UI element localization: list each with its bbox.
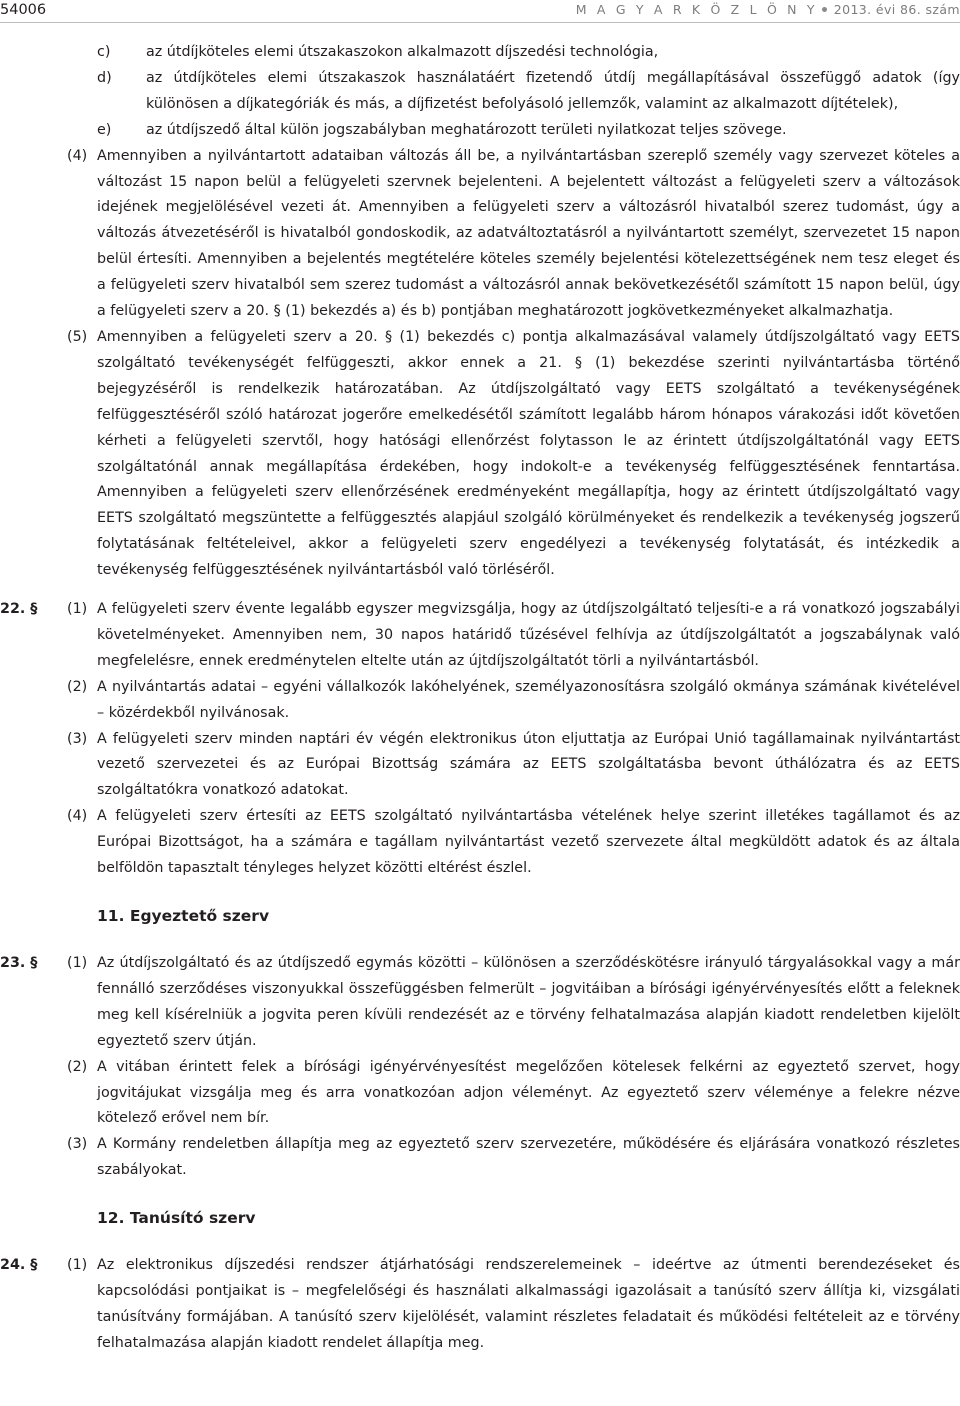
paragraph-number: (1) [67, 601, 88, 618]
paragraph-text: A felügyeleti szerv évente legalább egyszer megvizsgálja, hogy az útdíjszolgáltató teljesíti-e a rá vonatkozó jogszabályi követelményeket. Amennyiben nem, 30 napos határidő tűzésével felhívja az útdíjszolgáltatót a jogszabálynak való megfelelésre, ennek eredménytelen eltelte után az újtdíjszolgáltatót törli a nyilvántartásból. [97, 601, 960, 669]
paragraph-number: (2) [67, 1058, 88, 1075]
paragraph [0, 1055, 960, 1133]
paragraph [0, 804, 960, 882]
paragraph-text: A vitában érintett felek a bírósági igényérvényesítést megelőzően kötelesek felkérni az egyeztető szervet, hogy jogvitájukat vizsgálja meg és arra vonatkozóan adjon véleményt. Az egyeztető szerv véleménye a felekre nézve kötelező erővel nem bír. [97, 1058, 960, 1127]
paragraph [0, 727, 960, 805]
paragraph-number: (4) [67, 808, 88, 825]
paragraph [0, 951, 960, 1055]
paragraph-text: Amennyiben a felügyeleti szerv a 20. § (1) bekezdés c) pontja alkalmazásával valamely útdíjszolgáltató vagy EETS szolgáltató tevékenységét felfüggeszti, akkor ennek a 21. § (1) bekezdése szerinti nyilvántartásba történő bejegyzéséről is rendelkezik határozatában. Az útdíjszolgáltató vagy EETS szolgáltató a tevékenységének felfüggesztéséről szóló határozat jogerőre emelkedésétől számított legalább három hónapos várakozási időt követően kérheti a felügyeleti szervtől, hogy hatósági ellenőrzést folytasson le az érintett útdíjszolgáltatónál vagy EETS szolgáltatónál annak megállapítása érdekében, hogy indokolt-e a tevékenység felfüggesztésének fenntartása. Amennyiben a felügyeleti szerv ellenőrzésének eredményeként megállapítja, hogy az érintett útdíjszolgáltató vagy EETS szolgáltató megszüntette a felfüggesztés alapjául szolgáló körülményeket és rendelkezik a tevékenység jogszerű folytatásának feltételeivel, akkor a felügyeleti szerv engedélyezi a tevékenység folytatását, és intézkedik a tevékenység felfüggesztésének nyilvántartásból való törléséről. [97, 328, 960, 579]
item-text: az útdíjszedő által külön jogszabályban meghatározott területi nyilatkozat teljes szövege. [146, 121, 787, 138]
paragraph-number: (4) [67, 147, 88, 164]
section-label: 23. § [0, 955, 38, 971]
paragraph [0, 675, 960, 727]
paragraph-number: (5) [67, 328, 88, 345]
paragraph-text: A Kormány rendeletben állapítja meg az egyeztető szerv szervezetére, működésére és eljárására vonatkozó részletes szabályokat. [97, 1136, 960, 1179]
document-body [0, 40, 960, 1357]
header-rule [0, 22, 960, 23]
bullet-separator-icon [822, 7, 827, 12]
item-text: az útdíjköteles elemi útszakaszokon alkalmazott díjszedési technológia, [146, 44, 659, 60]
paragraph-number: (3) [67, 1136, 88, 1153]
paragraph-text: A nyilvántartás adatai – egyéni vállalkozók lakóhelyének, személyazonosításra szolgáló okmánya számának kivételével – közérdekből nyilvánosak. [97, 678, 960, 721]
page-header [0, 0, 960, 24]
paragraph [0, 1132, 960, 1184]
item-label: e) [97, 121, 112, 138]
paragraph-text: A felügyeleti szerv értesíti az EETS szolgáltató nyilvántartásba vételének helye szerint illetékes tagállamot és az Európai Bizottságot, ha a számára e tagállam nyilvántartást vezető szervezete által megküldött adatok és az általa belföldön tapasztalt tényleges helyzet közötti eltérést észlel. [97, 808, 960, 877]
list-item [0, 66, 960, 118]
item-label: c) [97, 44, 111, 60]
paragraph [0, 325, 960, 584]
chapter-heading: 11. Egyeztető szerv [97, 907, 270, 925]
running-title [576, 0, 960, 20]
paragraph [0, 597, 960, 675]
paragraph-number: (2) [67, 678, 88, 695]
issue-label: 2013. évi 86. szám [833, 2, 960, 17]
paragraph-text: Az elektronikus díjszedési rendszer átjárhatósági rendszerelemeinek – ideértve az útmenti berendezéseket és kapcsolódási pontjaikat is – megfelelőségi és használati alkalmassági igazolásait a tanúsító szerv állítja ki, vizsgálati tanúsítvány formájában. A tanúsító szerv kijelölését, valamint részletes feladatait és működési feltételeit az e törvény felhatalmazása alapján kiadott rendelet állapítja meg. [97, 1257, 960, 1351]
item-text: az útdíjköteles elemi útszakaszok használatáért fizetendő útdíj megállapításával összefüggő adatok (így különösen a díjkategóriák és más, a díjfizetést befolyásoló jellemzők, valamint az alkalmazott díjtételek), [146, 69, 960, 112]
page-number: 54006 [0, 2, 47, 18]
paragraph [0, 1253, 960, 1357]
journal-name: M A G Y A R K Ö Z L Ö N Y [575, 2, 818, 17]
paragraph-text: Az útdíjszolgáltató és az útdíjszedő egymás közötti – különösen a szerződéskötésre irányuló tárgyalásokkal vagy a már fennálló szerződéses viszonyukkal összefüggésben felmerült – jogvitáiban a bírósági igényérvényesítés előtt a feleknek meg kell kísérelniük a jogvita peren kívüli rendezését az e törvény felhatalmazása alapján kiadott rendeletben kijelölt egyeztető szerv útján. [97, 955, 960, 1049]
section-label: 24. § [0, 1257, 38, 1274]
list-item [0, 40, 960, 66]
paragraph [0, 144, 960, 325]
item-label: d) [97, 69, 112, 86]
paragraph-text: A felügyeleti szerv minden naptári év végén elektronikus úton eljuttatja az Európai Unió tagállamainak nyilvántartást vezető szervezetei és az Európai Bizottság számára az EETS szolgáltatásba bevont úthálózatra és az EETS szolgáltatókra vonatkozó adatokat. [97, 730, 960, 799]
chapter-heading: 12. Tanúsító szerv [97, 1209, 256, 1228]
paragraph-number: (1) [67, 1257, 88, 1274]
section-label: 22. § [0, 601, 38, 618]
paragraph-number: (3) [67, 730, 88, 747]
list-item [0, 118, 960, 144]
paragraph-number: (1) [67, 955, 88, 971]
paragraph-text: Amennyiben a nyilvántartott adataiban változás áll be, a nyilvántartásban szereplő személy vagy szervezet köteles a változást 15 napon belül a felügyeleti szervnek bejelenteni. A bejelentett változást a felügyeleti szerv a változások idejének megjelölésével vezeti át. Amennyiben a felügyeleti szerv a változásról hivatalból szerez tudomást, úgy a változás átvezetéséről is hivatalból gondoskodik, az adatváltoztatásról a nyilvántartott személyt, szervezetet 15 napon belül értesíti. Amennyiben a bejelentés megtételére köteles személy bejelentési kötelezettségének nem tesz eleget és a felügyeleti szerv hivatalból sem szerez tudomást a változásról annak bekövetkezésétől számított 15 napon belül, úgy a felügyeleti szerv a 20. § (1) bekezdés a) és b) pontjában meghatározott jogkövetkezményeket alkalmazhatja. [97, 147, 960, 320]
